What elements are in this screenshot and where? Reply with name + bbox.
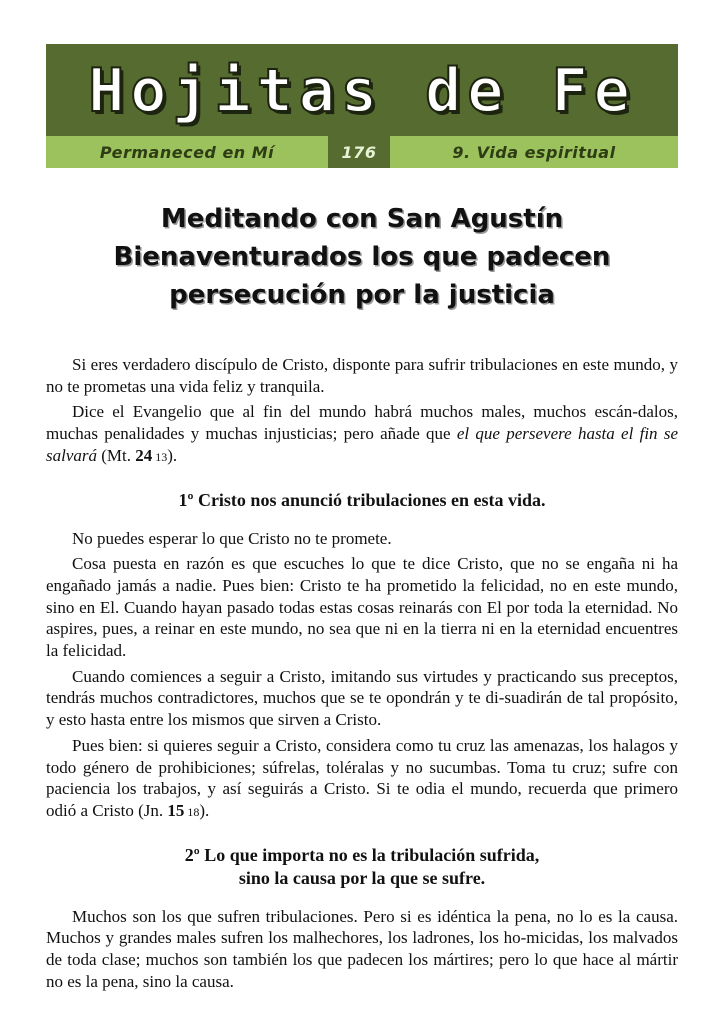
paragraph [46, 553, 678, 662]
section-heading-line: 1º Cristo nos anunció tribulaciones en esta vida. [178, 489, 546, 510]
text-run: Pues bien: si quieres seguir a Cristo, considera como tu cruz las amenazas, los halagos y todo género de prohibiciones; súfrelas, toléralas y no sucumbas. Toma tu cruz; sufre con paciencia los trabajos, y así seguirás a Cristo. Si te odia el mundo, recuerda que primero odió a Cristo (Jn. [46, 735, 678, 820]
text-run: (Mt. [97, 445, 136, 465]
category-label: 9. Vida espiritual [452, 142, 616, 162]
chapter-number: 24 [135, 445, 153, 465]
text-run: Si eres verdadero discípulo de Cristo, disponte para sufrir tribulaciones en este mundo, y no te prometas una vida feliz y tranquila. [46, 355, 678, 396]
paragraph [46, 666, 678, 731]
text-run: Cuando comiences a seguir a Cristo, imitando sus virtudes y practicando sus preceptos, tendrás muchos contradictores, muchos que se te opondrán y te di-suadirán de tal propósito, y esto hasta entre los mismos que sirven a Cristo. [46, 666, 678, 730]
text-run: No puedes esperar lo que Cristo no te promete. [72, 528, 392, 548]
banner-info-bar [46, 136, 678, 168]
series-name: Permaneced en Mí [99, 142, 275, 162]
section-2-block [46, 906, 678, 993]
italic-quote: el que persevere hasta el fin se salvará [46, 424, 678, 465]
headline-line: Bienaventurados los que padecen [113, 242, 611, 272]
chapter-number: 15 [167, 800, 185, 820]
section-heading-line: sino la causa por la que se sufre. [238, 867, 486, 888]
verse-number: 18 [184, 804, 200, 819]
header-banner [46, 44, 678, 168]
issue-number: 176 [328, 136, 390, 168]
text-run: Dice el Evangelio que al fin del mundo habrá muchos males, muchos escán-dalos, muchas penalidades y muchas injusticias; pero añade que [46, 402, 678, 444]
section-heading-line: 2º Lo que importa no es la tribulación sufrida, [184, 844, 540, 865]
paragraph [46, 735, 678, 824]
paragraph [46, 528, 678, 550]
section-heading-2 [46, 844, 678, 890]
publication-title: Hojitas de Fe [88, 56, 636, 126]
paragraph [46, 401, 678, 468]
article-body [46, 354, 678, 992]
intro-block [46, 354, 678, 469]
section-1-block [46, 528, 678, 824]
banner-title-bar [46, 44, 678, 136]
text-run: Muchos son los que sufren tribulaciones. Pero si es idéntica la pena, no lo es la causa. Muchos y grandes males sufren los malhechores, los ladrones, los ho-micidas, los malvados de toda clase; muchos son también los que padecen los mártires; pero lo que hace al mártir no es la pena, sino la causa. [46, 906, 678, 991]
headline-line: Meditando con San Agustín [160, 204, 564, 234]
text-run: ). [167, 445, 178, 465]
verse-number: 13 [152, 449, 168, 464]
headline-line: persecución por la justicia [169, 280, 555, 310]
section-heading-1 [46, 489, 678, 512]
paragraph [46, 354, 678, 397]
article-headline [46, 200, 678, 314]
text-run: Cosa puesta en razón es que escuches lo que te dice Cristo, que no se engaña ni ha engañado jamás a nadie. Pues bien: Cristo te ha prometido la felicidad, no en este mundo, sino en El. Cuando hayan pasado todas estas cosas reinarás con El por toda la eternidad. No aspires, pues, a reinar en este mundo, no sea que ni en la tierra ni en la eternidad encuentres la felicidad. [46, 554, 678, 661]
text-run: ). [199, 800, 210, 820]
paragraph [46, 906, 678, 993]
